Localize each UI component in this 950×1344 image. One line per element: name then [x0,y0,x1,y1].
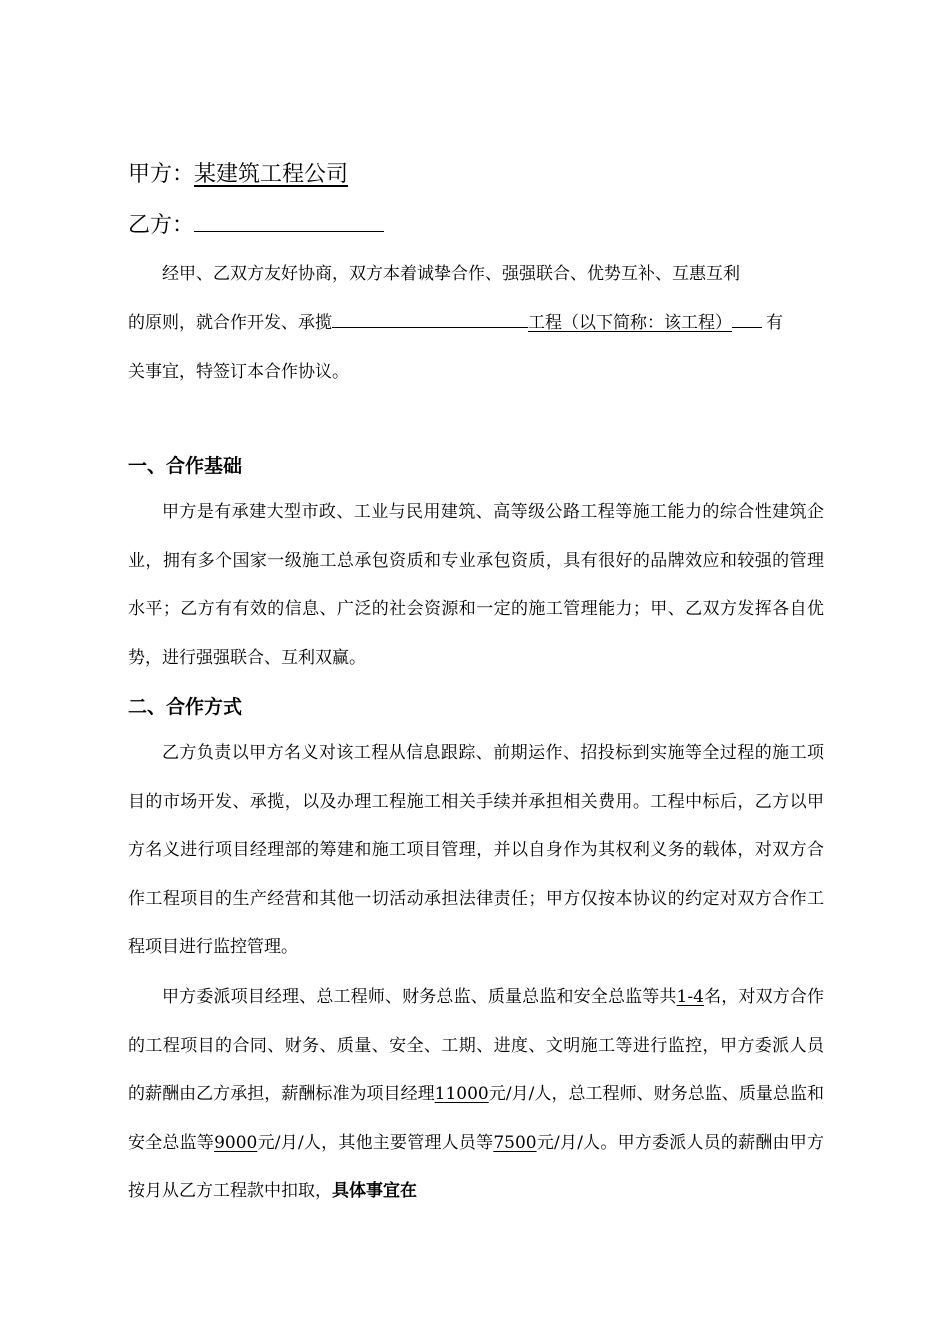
section-2-heading: 二、合作方式 [128,696,243,718]
party-a-name: 某建筑工程公司 [194,162,349,187]
staff-count: 1-4 [676,987,704,1007]
other-salary: 7500 [493,1132,537,1153]
party-b-blank [194,211,384,232]
section-2-paragraph-1: 乙方负责以甲方名义对该工程从信息跟踪、前期运作、招投标到实施等全过程的施工项目的市场开发、承揽，以及办理工程施工相关手续并承担相关费用。工程中标后，乙方以甲方名义进行项目经理部的筹建和施工项目管理，并以自身作为其权利义务的载体，对双方合作工程项目的生产经营和其他一切活动承担法律责任；甲方仅按本协议的约定对双方合作工程项目进行监控管理。 [128,743,824,957]
bold-tail: 具体事宜在 [332,1181,417,1201]
section-1-body: 甲方是有承建大型市政、工业与民用建筑、高等级公路工程等施工能力的综合性建筑企业，拥有多个国家一级施工总承包资质和专业承包资质，具有很好的品牌效应和较强的管理水平；乙方有有效的信息、广泛的社会资源和一定的施工管理能力；甲、乙双方发挥各自优势，进行强强联合、互利双赢。 [128,502,824,668]
intro-line-1: 经甲、乙双方友好协商，双方本着诚挚合作、强强联合、优势互补、互惠互利 [162,264,740,284]
party-b [128,211,384,241]
director-salary: 9000 [214,1132,258,1153]
party-a [128,160,348,190]
project-name-blank [332,311,528,328]
project-name-tail-blank [732,311,762,328]
intro-line-2: 的原则，就合作开发、承揽 工程（以下简称：该工程） 有 [128,313,783,333]
section-1-heading: 一、合作基础 [128,455,243,477]
party-b-label: 乙方： [128,213,195,238]
project-name-suffix: 工程（以下简称：该工程） [528,313,732,333]
party-a-label: 甲方： [128,162,195,187]
section-2-paragraph-2: 甲方委派项目经理、总工程师、财务总监、质量总监和安全总监等共1-4名，对双方合作的工程项目的合同、财务、质量、安全、工期、进度、文明施工等进行监控，甲方委派人员的薪酬由乙方承担，薪酬标准为项目经理11000元/月/人，总工程师、财务总监、质量总监和安全总监等9000元/月/人，其他主要管理人员等7500元/月/人。甲方委派人员的薪酬由甲方按月从乙方工程款中扣取，具体事宜在 [128,987,824,1201]
pm-salary: 11000 [434,1084,489,1104]
intro-line-3: 关事宜，特签订本合作协议。 [128,362,349,382]
